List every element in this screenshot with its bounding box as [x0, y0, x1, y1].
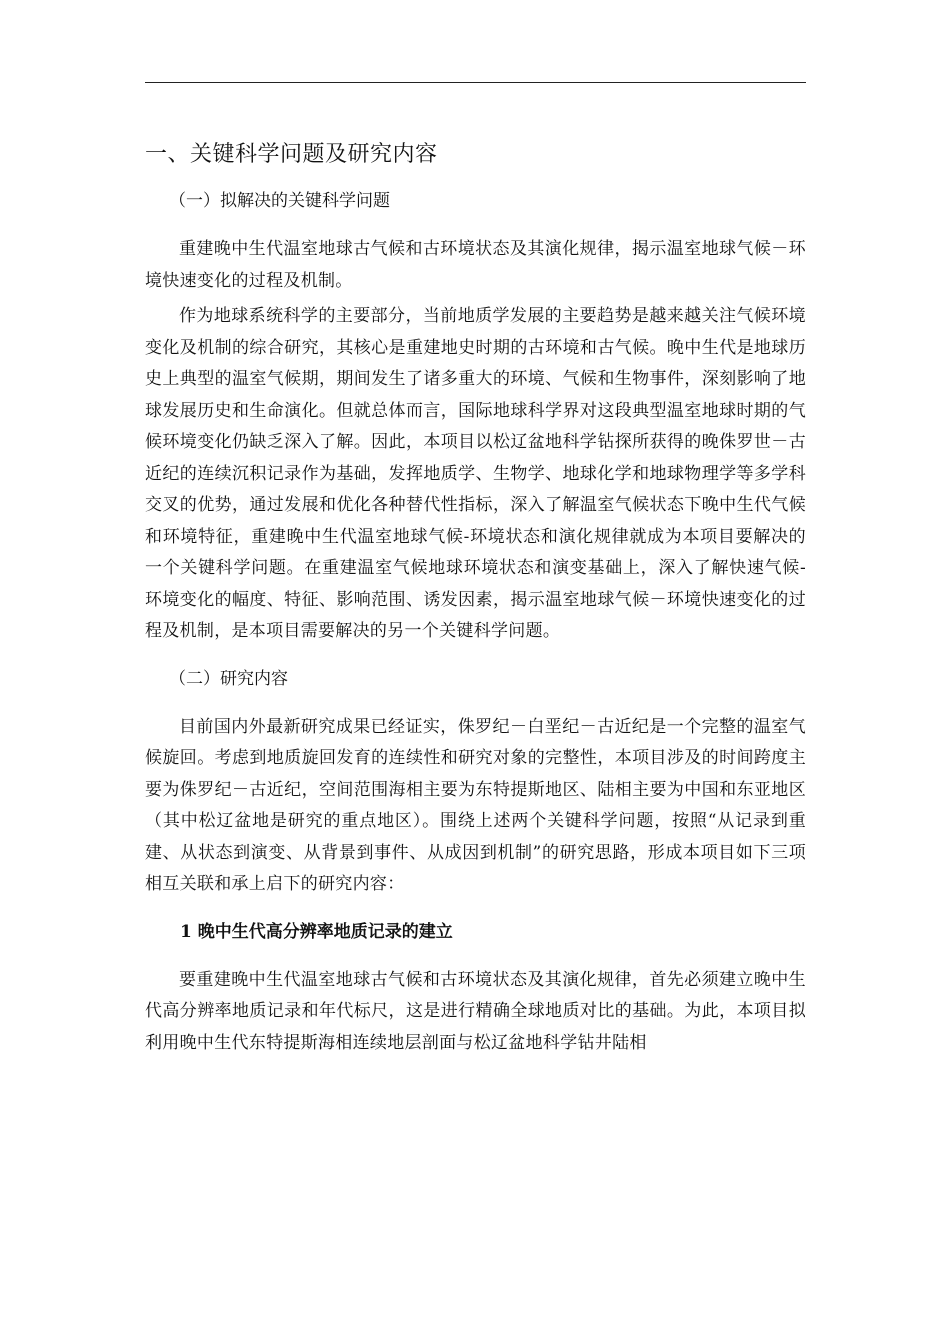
document-body [145, 140, 806, 1063]
paragraph-research-content: 目前国内外最新研究成果已经证实，侏罗纪－白垩纪－古近纪是一个完整的温室气候旋回。考虑到地质旋回发育的连续性和研究对象的完整性，本项目涉及的时间跨度主要为侏罗纪－古近纪，空间范围海相主要为东特提斯地区、陆相主要为中国和东亚地区（其中松辽盆地是研究的重点地区）。围绕上述两个关键科学问题，按照“从记录到重建、从状态到演变、从背景到事件、从成因到机制”的研究思路，形成本项目如下三项相互关联和承上启下的研究内容： [145, 716, 806, 894]
section-heading: 一、关键科学问题及研究内容 [145, 142, 438, 167]
paragraph-records: 要重建晚中生代温室地球古气候和古环境状态及其演化规律，首先必须建立晚中生代高分辨率地质记录和年代标尺，这是进行精确全球地质对比的基础。为此，本项目拟利用晚中生代东特提斯海相连续地层剖面与松辽盆地科学钻井陆相 [145, 969, 806, 1053]
paragraph-key-question-detail: 作为地球系统科学的主要部分，当前地质学发展的主要趋势是越来越关注气候环境变化及机制的综合研究，其核心是重建地史时期的古环境和古气候。晚中生代是地球历史上典型的温室气候期，期间发生了诸多重大的环境、气候和生物事件，深刻影响了地球发展历史和生命演化。但就总体而言，国际地球科学界对这段典型温室地球时期的气候环境变化仍缺乏深入了解。因此，本项目以松辽盆地科学钻探所获得的晚侏罗世－古近纪的连续沉积记录作为基础，发挥地质学、生物学、地球化学和地球物理学等多学科交叉的优势，通过发展和优化各种替代性指标，深入了解温室气候状态下晚中生代气候和环境特征，重建晚中生代温室地球气候-环境状态和演化规律就成为本项目要解决的一个关键科学问题。在重建温室气候地球环境状态和演变基础上，深入了解快速气候-环境变化的幅度、特征、影响范围、诱发因素，揭示温室地球气候－环境快速变化的过程及机制，是本项目需要解决的另一个关键科学问题。 [145, 306, 806, 641]
topic-heading-records: 1 晚中生代高分辨率地质记录的建立 [180, 921, 453, 942]
subsection-heading-research-content: （二）研究内容 [169, 668, 288, 689]
subsection-heading-key-questions: （一）拟解决的关键科学问题 [169, 191, 390, 211]
header-rule [145, 82, 806, 83]
paragraph-key-question-summary: 重建晚中生代温室地球古气候和古环境状态及其演化规律，揭示温室地球气候－环境快速变化的过程及机制。 [145, 239, 806, 291]
